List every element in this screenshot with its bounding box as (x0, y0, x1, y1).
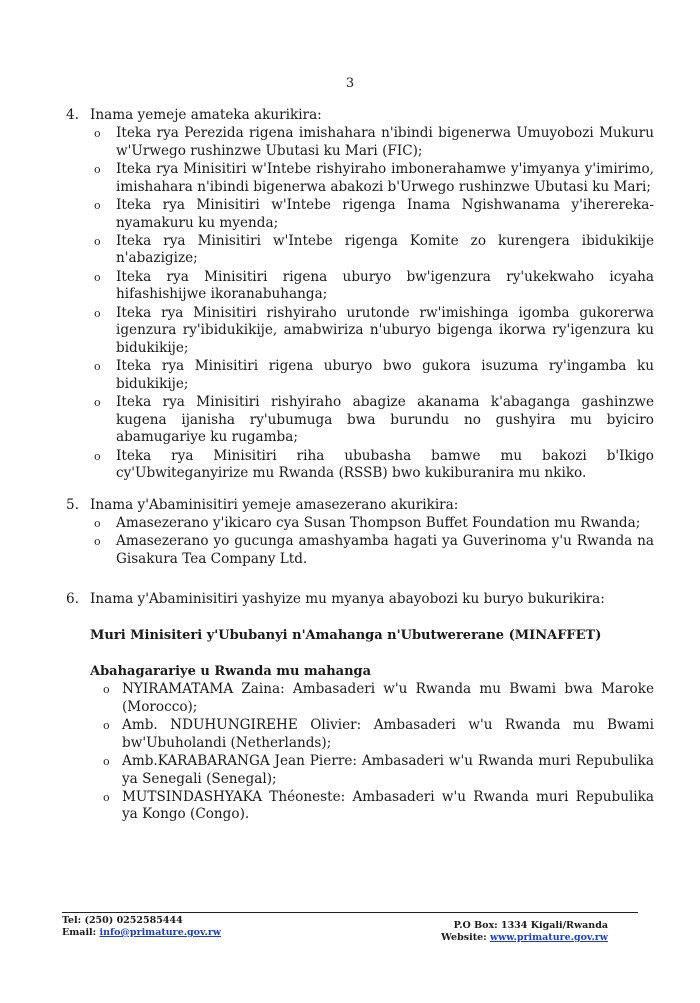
list-item: o Iteka rya Minisitiri rigena uburyo bwo gukora isuzuma ry'ingamba ku bidukikije; (94, 358, 654, 392)
email-link[interactable]: info@primature.gov.rw (99, 927, 222, 938)
list-item: o NYIRAMATAMA Zaina: Ambasaderi w'u Rwanda mu Bwami bwa Maroke (Morocco); (103, 681, 654, 715)
section-4 (66, 106, 654, 484)
footer-pobox: P.O Box: 1334 Kigali/Rwanda (453, 920, 608, 931)
footer-contact (62, 915, 221, 939)
list-item: o Iteka rya Minisitiri riha ububasha bamwe mu bakozi b'Ikigo cy'Ubwiteganyirize mu Rwanda (RSSB) bwo kukiburanira mu nkiko. (94, 447, 654, 482)
list-item: o Iteka rya Minisitiri rishyiraho abagize akanama k'abaganga gashinzwe kugena ijanisha ry'ubumuga bwa burundu no gushyira mu byiciro abamugariye ku rugamba; (94, 394, 654, 446)
bullet-icon: o (103, 718, 110, 732)
bullet-icon: o (94, 360, 101, 374)
bullet-icon: o (103, 790, 110, 804)
appointments (84, 681, 654, 825)
bullet-icon: o (94, 535, 101, 549)
section-heading (66, 496, 654, 514)
footer-website-row (441, 932, 608, 944)
decree-list (66, 125, 654, 483)
section-6 (66, 590, 654, 608)
agreement-list (66, 515, 654, 569)
section-number: 5. (66, 497, 79, 513)
list-item: o Iteka rya Minisitiri rigena uburyo bw'igenzura ry'ukekwaho icyaha hifashishijwe ikoranabuhanga; (94, 268, 654, 303)
list-item: o Amb.KARABARANGA Jean Pierre: Ambasaderi w'u Rwanda muri Repubulika ya Senegali (Senegal); (103, 752, 654, 787)
section-title: Inama y'Abaminisitiri yemeje amasezerano akurikira: (90, 497, 459, 513)
list-item: o Iteka rya Minisitiri rishyiraho urutonde rw'imishinga igomba gukorerwa igenzura ry'ibidukikije, amabwiriza n'uburyo bigenga ikorwa ry'igenzura ku bidukikije; (94, 304, 654, 356)
bullet-icon: o (103, 754, 110, 768)
section-heading (66, 590, 654, 608)
bullet-icon: o (94, 270, 101, 284)
bullet-icon: o (94, 306, 101, 320)
footer-email-label: Email: (62, 927, 100, 938)
bullet-icon: o (94, 234, 101, 248)
section-number: 4. (66, 107, 79, 123)
bullet-icon: o (103, 683, 110, 696)
list-item: o Amb. NDUHUNGIREHE Olivier: Ambasaderi w'u Rwanda mu Bwami bw'Ubuholandi (Netherlands); (103, 716, 654, 751)
bullet-icon: o (94, 127, 101, 140)
list-item: o Iteka rya Perezida rigena imishahara n'ibindi bigenerwa Umuyobozi Mukuru w'Urwego rushinzwe Ubutasi ku Mari (FIC); (94, 125, 654, 159)
bullet-icon: o (94, 449, 101, 463)
page-number: 3 (345, 76, 355, 91)
footer-divider (62, 912, 638, 913)
bullet-icon: o (94, 396, 101, 410)
representatives-subheading: Abahagarariye u Rwanda mu mahanga (90, 664, 372, 679)
list-item: o Iteka rya Minisitiri w'Intebe rigenga Komite zo kurengera ibidukikije n'abazigize; (94, 232, 654, 267)
list-item: o Iteka rya Minisitiri w'Intebe rigenga Inama Ngishwanama y'iherereka-nyamakuru ku myenda; (94, 196, 654, 231)
section-number: 6. (66, 591, 79, 607)
ministry-subheading: Muri Minisiteri y'Ububanyi n'Amahanga n'Ubutwererane (MINAFFET) (90, 628, 602, 643)
section-heading (66, 106, 654, 124)
bullet-icon: o (94, 517, 101, 530)
appointment-list (84, 681, 654, 824)
footer-website-label: Website: (441, 932, 490, 943)
section-5 (66, 496, 654, 569)
list-item: o Iteka rya Minisitiri w'Intebe rishyiraho imbonerahamwe y'imyanya y'imirimo, imishahara n'ibindi bigenerwa abakozi b'Urwego rushinzwe Ubutasi ku Mari; (94, 160, 654, 195)
bullet-icon: o (94, 162, 101, 176)
footer-tel: Tel: (250) 0252585444 (62, 915, 183, 926)
footer-email-row (62, 927, 221, 939)
list-item: o Amasezerano y'ikicaro cya Susan Thompson Buffet Foundation mu Rwanda; (94, 515, 641, 531)
website-link[interactable]: www.primature.gov.rw (489, 932, 608, 943)
list-item: o MUTSINDASHYAKA Théoneste: Ambasaderi w'u Rwanda muri Repubulika ya Kongo (Congo). (103, 788, 654, 823)
section-title: Inama y'Abaminisitiri yashyize mu myanya abayobozi ku buryo bukurikira: (90, 591, 605, 607)
list-item: o Amasezerano yo gucunga amashyamba hagati ya Guverinoma y'u Rwanda na Gisakura Tea Company Ltd. (94, 533, 654, 567)
bullet-icon: o (94, 198, 101, 212)
footer-address (441, 920, 608, 944)
section-title: Inama yemeje amateka akurikira: (90, 107, 322, 123)
